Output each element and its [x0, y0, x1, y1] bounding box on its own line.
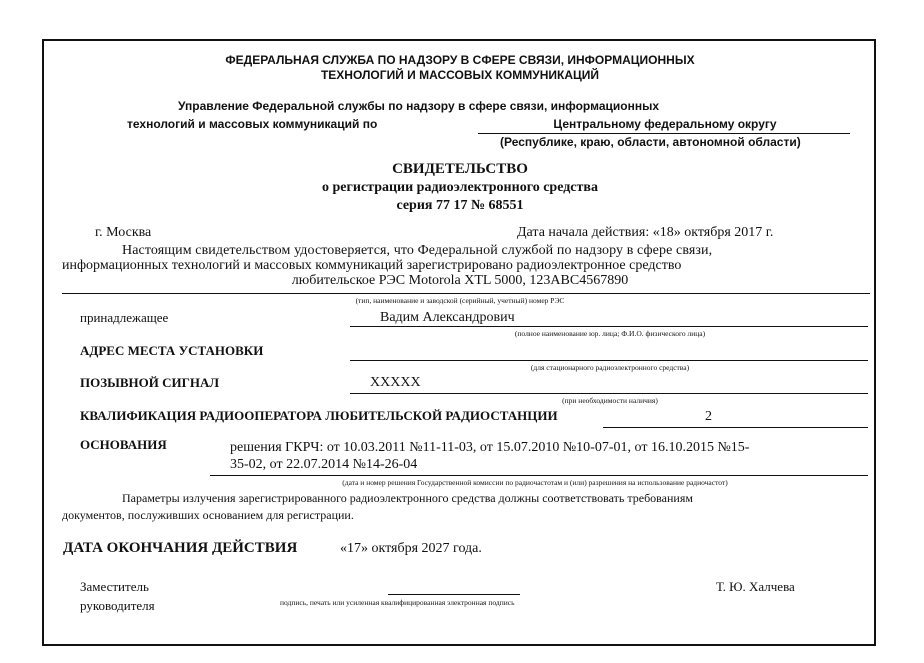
callsign-value: XXXXX [370, 375, 421, 390]
owner-underline [350, 326, 868, 327]
address-caption: (для стационарного радиоэлектронного средства) [530, 363, 690, 372]
end-date-value: «17» октября 2027 года. [340, 541, 482, 556]
owner-value: Вадим Александрович [380, 310, 515, 325]
city: г. Москва [95, 225, 152, 240]
owner-label: принадлежащее [80, 310, 169, 325]
device-value: любительское РЭС Motorola XTL 5000, 123ABC4567890 [291, 273, 629, 288]
qualification-label: КВАЛИФИКАЦИЯ РАДИООПЕРАТОРА ЛЮБИТЕЛЬСКОЙ РАДИОСТАНЦИИ [80, 408, 558, 423]
signer-position-line-2: руководителя [80, 598, 155, 613]
basis-label: ОСНОВАНИЯ [80, 437, 167, 452]
signature-line [388, 594, 520, 595]
signer-name: Т. Ю. Халчева [716, 579, 795, 594]
address-underline [350, 360, 868, 361]
body-line-1: Настоящим свидетельством удостоверяется, что Федеральной службой по надзору в сфере связи, [122, 243, 713, 258]
department-region-underline [478, 133, 850, 134]
parameters-line-1: Параметры излучения зарегистрированного радиоэлектронного средства должны соответствовать требованиям [122, 491, 693, 505]
header-line-2: ТЕХНОЛОГИЙ И МАССОВЫХ КОММУНИКАЦИЙ [320, 68, 600, 82]
signer-position-line-1: Заместитель [80, 579, 149, 594]
callsign-caption: (при необходимости наличия) [562, 396, 658, 405]
qualification-underline [603, 427, 868, 428]
owner-caption: (полное наименование юр. лица; Ф.И.О. физического лица) [514, 329, 706, 338]
header-line-1: ФЕДЕРАЛЬНАЯ СЛУЖБА ПО НАДЗОРУ В СФЕРЕ СВЯЗИ, ИНФОРМАЦИОННЫХ [225, 53, 695, 67]
certificate-title: СВИДЕТЕЛЬСТВО [392, 161, 528, 177]
basis-line-2: 35-02, от 22.07.2014 №14-26-04 [230, 457, 418, 472]
device-underline [62, 293, 870, 294]
callsign-label: ПОЗЫВНОЙ СИГНАЛ [80, 375, 220, 390]
body-line-2: информационных технологий и массовых коммуникаций зарегистрировано радиоэлектронное средство [62, 258, 682, 273]
department-region-caption: (Республике, краю, области, автономной области) [500, 135, 801, 149]
certificate-subtitle: о регистрации радиоэлектронного средства [322, 180, 598, 195]
end-date-label: ДАТА ОКОНЧАНИЯ ДЕЙСТВИЯ [63, 540, 298, 556]
address-label: АДРЕС МЕСТА УСТАНОВКИ [80, 343, 264, 358]
basis-caption: (дата и номер решения Государственной комиссии по радиочастотам и (или) разрешения на использование радиочастот) [342, 478, 728, 487]
department-line-1: Управление Федеральной службы по надзору в сфере связи, информационных [178, 99, 659, 113]
signature-caption: подпись, печать или усиленная квалифицированная электронная подпись [280, 598, 515, 607]
basis-line-1: решения ГКРЧ: от 10.03.2011 №11-11-03, от 15.07.2010 №10-07-01, от 16.10.2015 №15- [230, 440, 750, 455]
parameters-line-2: документов, послуживших основанием для регистрации. [62, 508, 354, 522]
certificate-series: серия 77 17 № 68551 [396, 198, 524, 213]
qualification-value: 2 [705, 409, 712, 424]
department-region-value: Центральному федеральному округу [553, 117, 777, 131]
basis-underline [210, 475, 868, 476]
callsign-underline [350, 393, 868, 394]
department-line-2-prefix: технологий и массовых коммуникаций по [127, 117, 378, 131]
start-date: Дата начала действия: «18» октября 2017 г. [517, 225, 774, 240]
device-caption: (тип, наименование и заводской (серийный, учетный) номер РЭС [355, 296, 565, 305]
